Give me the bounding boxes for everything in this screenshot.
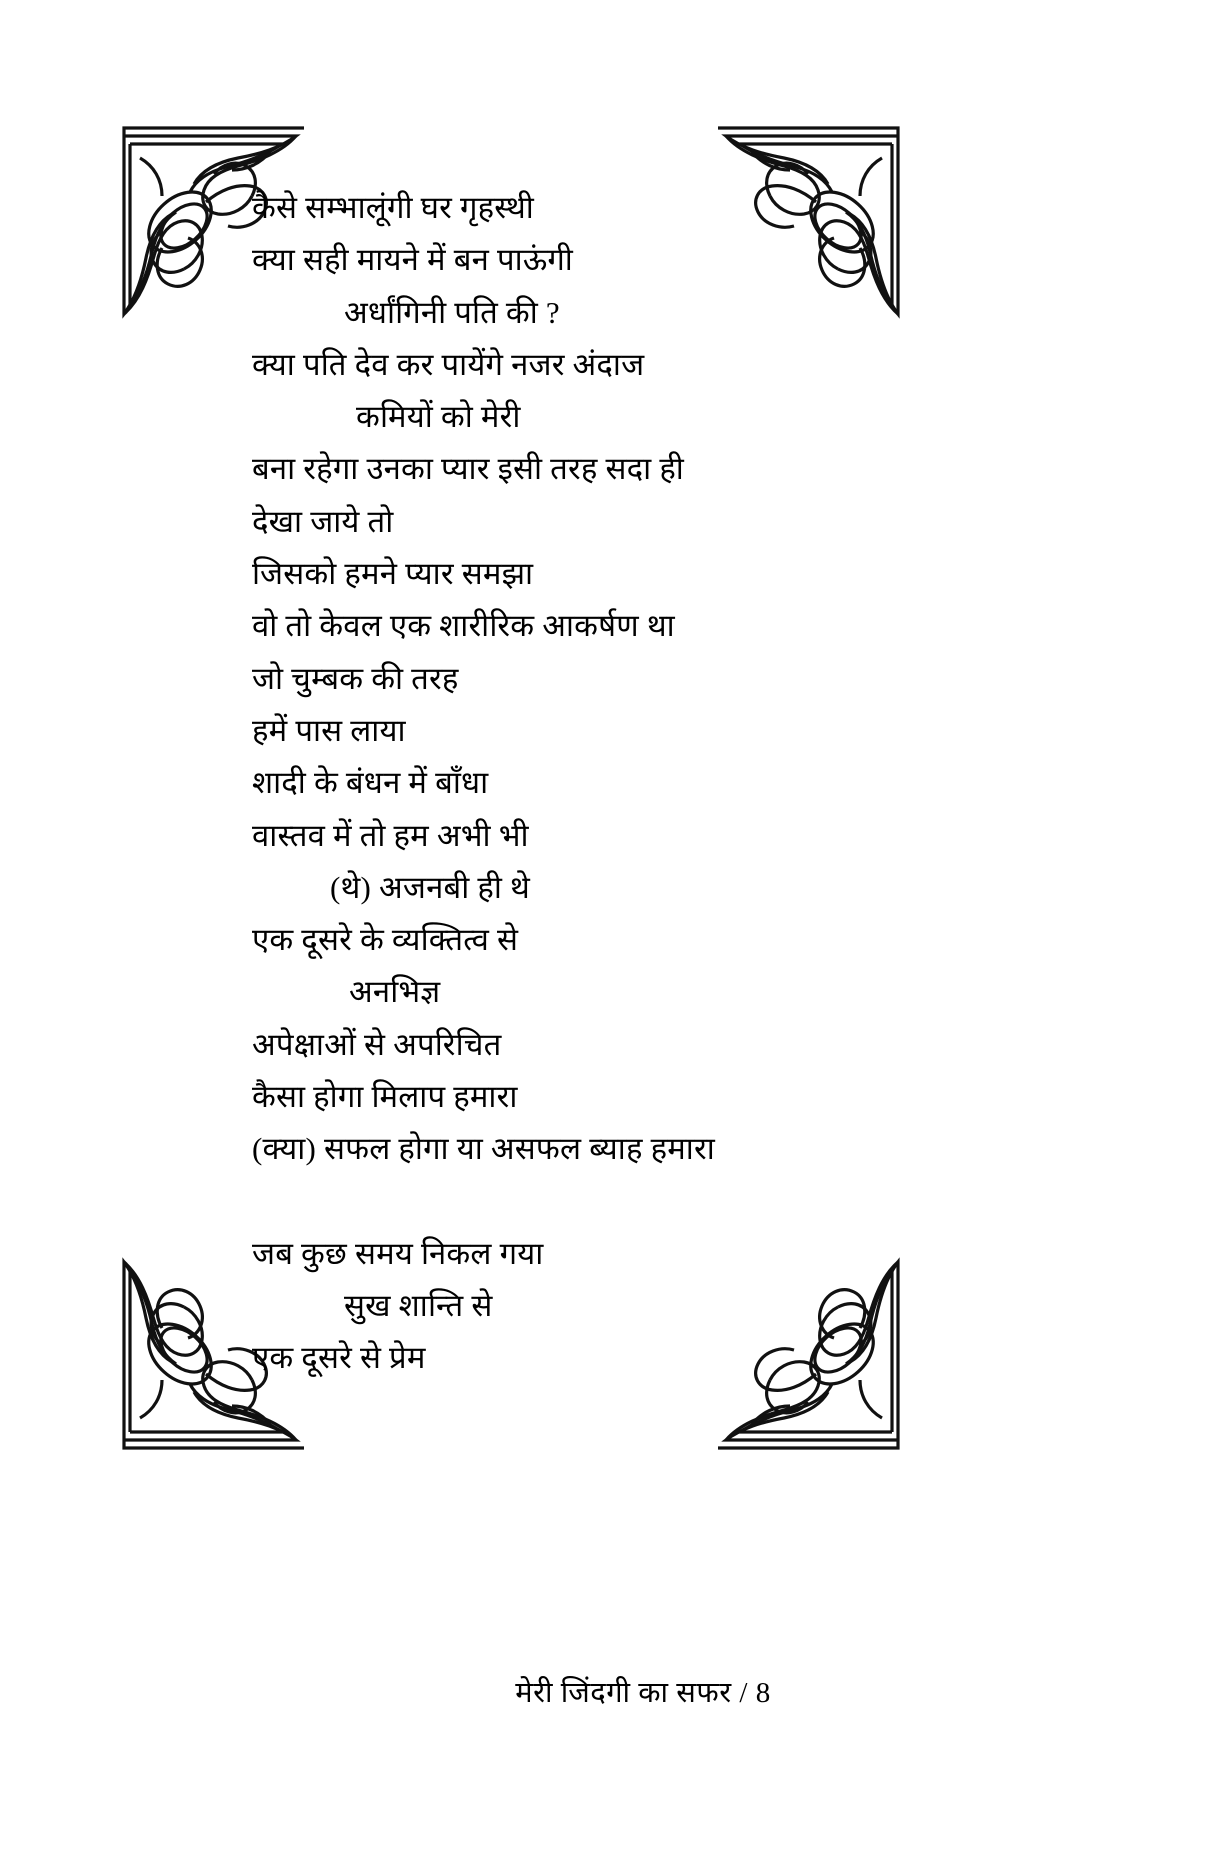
poem-line: शादी के बंधन में बाँधा (252, 765, 489, 801)
poem-line: वास्तव में तो हम अभी भी (252, 817, 529, 853)
poem-line: एक दूसरे से प्रेम (252, 1340, 426, 1376)
poem-line: अपेक्षाओं से अपरिचित (252, 1026, 502, 1062)
poem-line: बना रहेगा उनका प्यार इसी तरह सदा ही (252, 451, 685, 487)
poem-line: अर्धांगिनी पति की ? (344, 294, 560, 330)
footer-title-and-page-number: मेरी जिंदगी का सफर / 8 (515, 1677, 771, 1709)
poem-line: वो तो केवल एक शारीरिक आकर्षण था (252, 608, 675, 644)
poem-line: सुख शान्ति से (344, 1287, 493, 1323)
page-footer (0, 1672, 1214, 1711)
poem-line: जिसको हमने प्यार समझा (252, 556, 534, 592)
poem-line: (क्या) सफल होगा या असफल ब्याह हमारा (252, 1131, 715, 1167)
poem-line: एक दूसरे के व्यक्तित्व से (252, 922, 519, 958)
poem-line: अनभिज्ञ (349, 974, 441, 1010)
poem-line: हमें पास लाया (252, 712, 406, 748)
poem-line: जो चुम्बक की तरह (252, 660, 459, 696)
poem-line: देखा जाये तो (252, 503, 394, 539)
poem-line: क्या सही मायने में बन पाऊंगी (252, 242, 574, 278)
poem-line: जब कुछ समय निकल गया (252, 1235, 544, 1271)
poem-line: क्या पति देव कर पायेंगे नजर अंदाज (252, 346, 645, 382)
poem-line: (थे) अजनबी ही थे (330, 869, 531, 905)
stanza-separator (252, 1176, 952, 1228)
poem-body (252, 182, 952, 1385)
poem-line: कैसा होगा मिलाप हमारा (252, 1079, 518, 1115)
poem-line: कैसे सम्भालूंगी घर गृहस्थी (252, 190, 534, 225)
poem-line: कमियों को मेरी (356, 399, 521, 435)
